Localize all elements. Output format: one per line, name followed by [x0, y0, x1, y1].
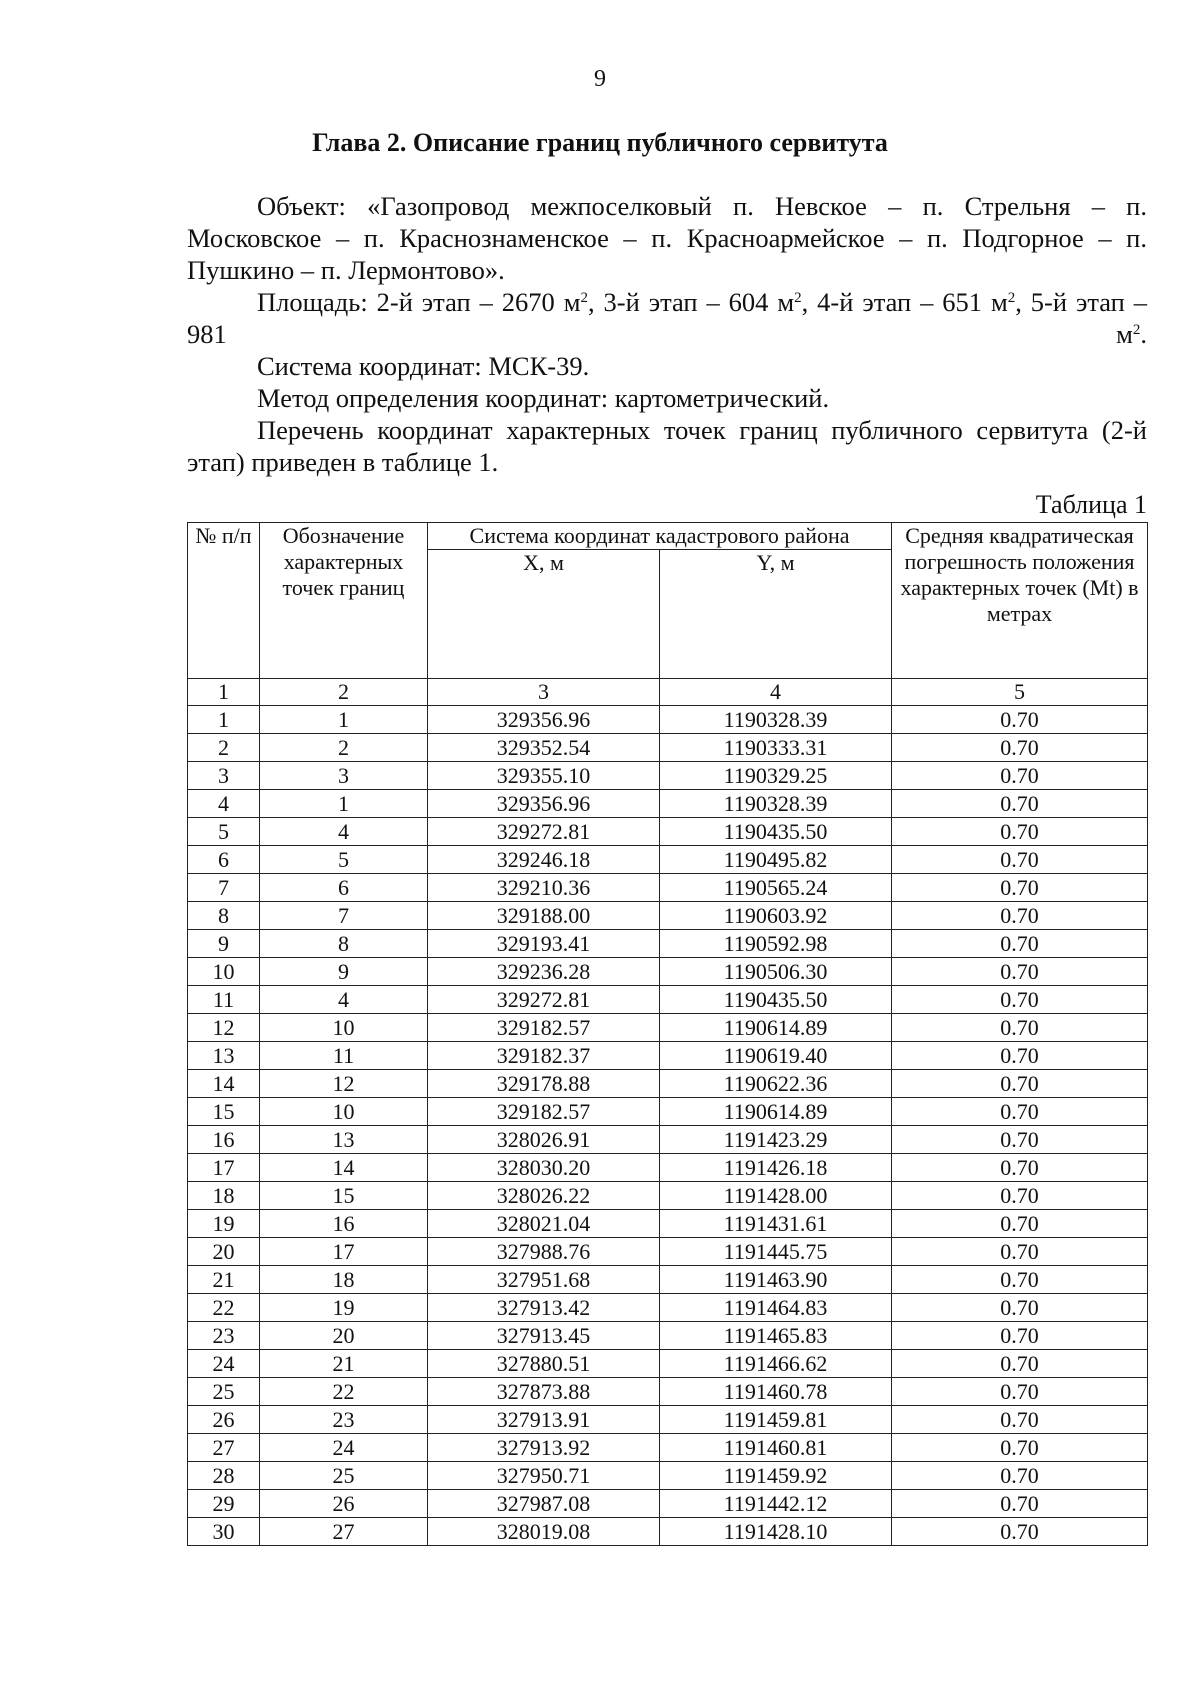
cell-x-coordinate: 328026.91 [428, 1126, 660, 1154]
cell-row-number: 4 [188, 790, 260, 818]
cell-point-designation: 1 [260, 706, 428, 734]
cell-error: 0.70 [892, 1462, 1148, 1490]
cell-row-number: 26 [188, 1406, 260, 1434]
cell-row-number: 23 [188, 1322, 260, 1350]
cell-row-number: 13 [188, 1042, 260, 1070]
cell-row-number: 25 [188, 1378, 260, 1406]
cell-y-coordinate: 1190619.40 [660, 1042, 892, 1070]
cell-error: 0.70 [892, 958, 1148, 986]
cell-row-number: 21 [188, 1266, 260, 1294]
cell-error: 0.70 [892, 1322, 1148, 1350]
cell-point-designation: 11 [260, 1042, 428, 1070]
cell-point-designation: 6 [260, 874, 428, 902]
cell-x-coordinate: 329182.57 [428, 1098, 660, 1126]
table-row [188, 1434, 1148, 1462]
coordinates-table [187, 522, 1148, 1546]
cell-x-coordinate: 329210.36 [428, 874, 660, 902]
table-row [188, 1322, 1148, 1350]
cell-point-designation: 8 [260, 930, 428, 958]
method-paragraph: Метод определения координат: картометрический. [257, 383, 830, 413]
column-number: 2 [260, 679, 428, 706]
cell-row-number: 5 [188, 818, 260, 846]
cell-point-designation: 18 [260, 1266, 428, 1294]
cell-row-number: 8 [188, 902, 260, 930]
table-row [188, 1294, 1148, 1322]
cell-error: 0.70 [892, 1070, 1148, 1098]
cell-point-designation: 16 [260, 1210, 428, 1238]
table-row [188, 790, 1148, 818]
column-number-row [188, 679, 1148, 706]
cell-x-coordinate: 327913.92 [428, 1434, 660, 1462]
table-row [188, 874, 1148, 902]
table-row [188, 1126, 1148, 1154]
cell-error: 0.70 [892, 1406, 1148, 1434]
cell-x-coordinate: 328030.20 [428, 1154, 660, 1182]
table-row [188, 1070, 1148, 1098]
header-error: Средняя квадратическая погрешность положения характерных точек (Mt) в метрах [892, 523, 1148, 679]
cell-row-number: 27 [188, 1434, 260, 1462]
cell-x-coordinate: 329188.00 [428, 902, 660, 930]
cell-x-coordinate: 329352.54 [428, 734, 660, 762]
cell-y-coordinate: 1191428.10 [660, 1518, 892, 1546]
cell-error: 0.70 [892, 1098, 1148, 1126]
cell-error: 0.70 [892, 874, 1148, 902]
cell-point-designation: 27 [260, 1518, 428, 1546]
cell-point-designation: 5 [260, 846, 428, 874]
cell-error: 0.70 [892, 1014, 1148, 1042]
cell-error: 0.70 [892, 706, 1148, 734]
cell-point-designation: 21 [260, 1350, 428, 1378]
table-row [188, 1154, 1148, 1182]
cell-y-coordinate: 1190329.25 [660, 762, 892, 790]
table-row [188, 1182, 1148, 1210]
cell-point-designation: 22 [260, 1378, 428, 1406]
cell-x-coordinate: 329272.81 [428, 986, 660, 1014]
cell-row-number: 15 [188, 1098, 260, 1126]
cell-error: 0.70 [892, 1434, 1148, 1462]
list-paragraph: Перечень координат характерных точек границ публичного сервитута (2-й этап) приведен в таблице 1. [187, 415, 1147, 477]
column-number: 3 [428, 679, 660, 706]
table-row [188, 1014, 1148, 1042]
cell-x-coordinate: 329182.37 [428, 1042, 660, 1070]
cell-error: 0.70 [892, 1154, 1148, 1182]
cell-row-number: 9 [188, 930, 260, 958]
cell-error: 0.70 [892, 986, 1148, 1014]
cell-point-designation: 14 [260, 1154, 428, 1182]
cell-row-number: 6 [188, 846, 260, 874]
table-row [188, 1406, 1148, 1434]
cell-y-coordinate: 1190506.30 [660, 958, 892, 986]
cell-y-coordinate: 1191431.61 [660, 1210, 892, 1238]
cell-x-coordinate: 329355.10 [428, 762, 660, 790]
cell-point-designation: 15 [260, 1182, 428, 1210]
cell-point-designation: 9 [260, 958, 428, 986]
cell-x-coordinate: 327987.08 [428, 1490, 660, 1518]
header-designation: Обозначение характерных точек границ [260, 523, 428, 679]
area-text-3: , 4-й этап – 651 м [801, 287, 1008, 317]
cell-error: 0.70 [892, 734, 1148, 762]
cell-y-coordinate: 1190565.24 [660, 874, 892, 902]
cell-x-coordinate: 329236.28 [428, 958, 660, 986]
cell-x-coordinate: 328019.08 [428, 1518, 660, 1546]
cell-x-coordinate: 328026.22 [428, 1182, 660, 1210]
table-row [188, 1350, 1148, 1378]
cell-y-coordinate: 1190603.92 [660, 902, 892, 930]
coord-system-paragraph: Система координат: МСК-39. [257, 351, 590, 381]
cell-row-number: 17 [188, 1154, 260, 1182]
cell-error: 0.70 [892, 790, 1148, 818]
cell-point-designation: 12 [260, 1070, 428, 1098]
table-row [188, 846, 1148, 874]
table-row [188, 930, 1148, 958]
area-text-2: , 3-й этап – 604 м [587, 287, 795, 317]
table-row [188, 706, 1148, 734]
cell-point-designation: 3 [260, 762, 428, 790]
cell-row-number: 28 [188, 1462, 260, 1490]
table-body [188, 679, 1148, 1546]
cell-y-coordinate: 1190435.50 [660, 986, 892, 1014]
cell-row-number: 1 [188, 706, 260, 734]
cell-x-coordinate: 327913.45 [428, 1322, 660, 1350]
column-number: 4 [660, 679, 892, 706]
table-caption: Таблица 1 [1035, 490, 1147, 519]
header-y: Y, м [660, 550, 892, 679]
cell-row-number: 19 [188, 1210, 260, 1238]
column-number: 1 [188, 679, 260, 706]
document-body [187, 190, 1147, 478]
cell-x-coordinate: 327951.68 [428, 1266, 660, 1294]
column-number: 5 [892, 679, 1148, 706]
area-sup-2: 2 [794, 290, 802, 306]
cell-error: 0.70 [892, 1490, 1148, 1518]
cell-x-coordinate: 329356.96 [428, 790, 660, 818]
area-paragraph [187, 286, 1147, 350]
cell-y-coordinate: 1190328.39 [660, 790, 892, 818]
cell-error: 0.70 [892, 1518, 1148, 1546]
area-sup-1: 2 [580, 290, 588, 306]
cell-point-designation: 1 [260, 790, 428, 818]
cell-point-designation: 2 [260, 734, 428, 762]
cell-error: 0.70 [892, 846, 1148, 874]
cell-point-designation: 17 [260, 1238, 428, 1266]
table-row [188, 762, 1148, 790]
cell-y-coordinate: 1191465.83 [660, 1322, 892, 1350]
header-num: № п/п [188, 523, 260, 679]
table-row [188, 958, 1148, 986]
table-row [188, 1462, 1148, 1490]
cell-x-coordinate: 329193.41 [428, 930, 660, 958]
cell-y-coordinate: 1191442.12 [660, 1490, 892, 1518]
cell-point-designation: 4 [260, 818, 428, 846]
cell-y-coordinate: 1190328.39 [660, 706, 892, 734]
cell-point-designation: 4 [260, 986, 428, 1014]
cell-y-coordinate: 1190614.89 [660, 1098, 892, 1126]
cell-point-designation: 20 [260, 1322, 428, 1350]
cell-row-number: 24 [188, 1350, 260, 1378]
cell-x-coordinate: 329178.88 [428, 1070, 660, 1098]
cell-point-designation: 25 [260, 1462, 428, 1490]
cell-row-number: 20 [188, 1238, 260, 1266]
cell-x-coordinate: 329356.96 [428, 706, 660, 734]
cell-error: 0.70 [892, 1294, 1148, 1322]
cell-x-coordinate: 329246.18 [428, 846, 660, 874]
area-sup-3: 2 [1007, 290, 1016, 306]
header-coordinate-system: Система координат кадастрового района [428, 523, 892, 550]
cell-y-coordinate: 1191445.75 [660, 1238, 892, 1266]
area-text-1: Площадь: 2-й этап – 2670 м [257, 287, 581, 317]
cell-x-coordinate: 329182.57 [428, 1014, 660, 1042]
cell-error: 0.70 [892, 1042, 1148, 1070]
cell-row-number: 2 [188, 734, 260, 762]
cell-x-coordinate: 327913.42 [428, 1294, 660, 1322]
cell-row-number: 10 [188, 958, 260, 986]
cell-row-number: 30 [188, 1518, 260, 1546]
cell-point-designation: 10 [260, 1098, 428, 1126]
cell-x-coordinate: 327988.76 [428, 1238, 660, 1266]
table-row [188, 1518, 1148, 1546]
cell-y-coordinate: 1191459.92 [660, 1462, 892, 1490]
cell-x-coordinate: 327913.91 [428, 1406, 660, 1434]
cell-error: 0.70 [892, 1182, 1148, 1210]
table-row [188, 1210, 1148, 1238]
cell-y-coordinate: 1191466.62 [660, 1350, 892, 1378]
cell-error: 0.70 [892, 762, 1148, 790]
cell-x-coordinate: 328021.04 [428, 1210, 660, 1238]
cell-point-designation: 24 [260, 1434, 428, 1462]
table-row [188, 1042, 1148, 1070]
table-row [188, 734, 1148, 762]
cell-x-coordinate: 327950.71 [428, 1462, 660, 1490]
cell-y-coordinate: 1191423.29 [660, 1126, 892, 1154]
cell-point-designation: 10 [260, 1014, 428, 1042]
cell-row-number: 11 [188, 986, 260, 1014]
cell-y-coordinate: 1191460.81 [660, 1434, 892, 1462]
object-paragraph: Объект: «Газопровод межпоселковый п. Невское – п. Стрельня – п. Московское – п. Краснознаменское – п. Красноармейское – п. Подгорное – п. Пушкино – п. Лермонтово». [187, 191, 1147, 285]
cell-row-number: 7 [188, 874, 260, 902]
cell-error: 0.70 [892, 1210, 1148, 1238]
cell-row-number: 18 [188, 1182, 260, 1210]
table-row [188, 1098, 1148, 1126]
table-row [188, 1266, 1148, 1294]
table-row [188, 1490, 1148, 1518]
cell-error: 0.70 [892, 1378, 1148, 1406]
cell-error: 0.70 [892, 930, 1148, 958]
table-row [188, 1238, 1148, 1266]
cell-row-number: 12 [188, 1014, 260, 1042]
cell-error: 0.70 [892, 1126, 1148, 1154]
table-row [188, 986, 1148, 1014]
cell-point-designation: 7 [260, 902, 428, 930]
cell-row-number: 14 [188, 1070, 260, 1098]
cell-y-coordinate: 1190622.36 [660, 1070, 892, 1098]
cell-y-coordinate: 1190592.98 [660, 930, 892, 958]
area-sup-4: 2 [1132, 322, 1141, 338]
cell-point-designation: 23 [260, 1406, 428, 1434]
cell-point-designation: 13 [260, 1126, 428, 1154]
cell-x-coordinate: 327873.88 [428, 1378, 660, 1406]
table-row [188, 902, 1148, 930]
page-number: 9 [594, 66, 606, 92]
cell-y-coordinate: 1190435.50 [660, 818, 892, 846]
cell-error: 0.70 [892, 1238, 1148, 1266]
cell-y-coordinate: 1190333.31 [660, 734, 892, 762]
cell-row-number: 22 [188, 1294, 260, 1322]
table-row [188, 1378, 1148, 1406]
area-text-4: , 5-й этап – 981 м [187, 287, 1147, 349]
cell-y-coordinate: 1191463.90 [660, 1266, 892, 1294]
cell-y-coordinate: 1190614.89 [660, 1014, 892, 1042]
cell-row-number: 16 [188, 1126, 260, 1154]
cell-y-coordinate: 1191460.78 [660, 1378, 892, 1406]
cell-error: 0.70 [892, 818, 1148, 846]
cell-point-designation: 26 [260, 1490, 428, 1518]
table-row [188, 818, 1148, 846]
cell-error: 0.70 [892, 902, 1148, 930]
cell-y-coordinate: 1191464.83 [660, 1294, 892, 1322]
cell-row-number: 29 [188, 1490, 260, 1518]
cell-x-coordinate: 329272.81 [428, 818, 660, 846]
cell-y-coordinate: 1191459.81 [660, 1406, 892, 1434]
cell-y-coordinate: 1191428.00 [660, 1182, 892, 1210]
cell-row-number: 3 [188, 762, 260, 790]
header-x: X, м [428, 550, 660, 679]
chapter-title: Глава 2. Описание границ публичного сервитута [312, 128, 888, 157]
cell-error: 0.70 [892, 1350, 1148, 1378]
cell-error: 0.70 [892, 1266, 1148, 1294]
cell-y-coordinate: 1191426.18 [660, 1154, 892, 1182]
cell-y-coordinate: 1190495.82 [660, 846, 892, 874]
cell-point-designation: 19 [260, 1294, 428, 1322]
area-text-end: . [1140, 319, 1147, 349]
cell-x-coordinate: 327880.51 [428, 1350, 660, 1378]
